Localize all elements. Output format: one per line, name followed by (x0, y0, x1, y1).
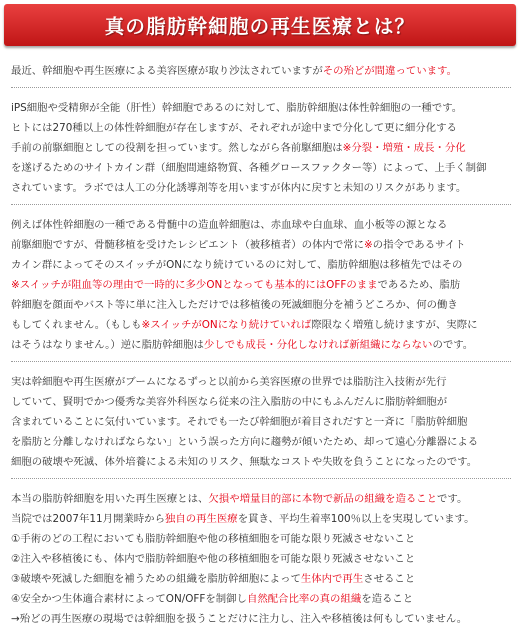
paragraph-text (11, 372, 511, 472)
text-line (11, 412, 511, 432)
body-text: を脂肪と分離しなければならない」という誤った方向に趨勢が傾いたため、却って遠心分離器による (11, 436, 479, 448)
text-line (11, 489, 511, 509)
text-line (11, 178, 511, 198)
body-text: を貫き、平均生着率100％以上を実現しています。 (237, 513, 475, 525)
paragraph (11, 211, 511, 362)
body-text: 本当の脂肪幹細胞を用いた再生医療とは、 (11, 493, 209, 505)
body-text: ヒトには270種以上の体性幹細胞が存在しますが、それぞれが途中まで分化して更に細分化する (11, 122, 457, 134)
body-text: の指令であるサイト (372, 239, 466, 251)
highlight-text: ※分裂・増殖・成長・分化 (342, 142, 466, 154)
body-text: カイン群によってそのスイッチがONになり続けているのに対して、脂肪幹細胞は移植先ではその (11, 259, 463, 271)
paragraph-text (11, 215, 511, 355)
body-text: ③破壊や死滅した細胞を補うための組織を脂肪幹細胞によって (11, 573, 301, 585)
highlight-text: その殆どが間違っています。 (322, 65, 457, 77)
body-text: させること (363, 573, 416, 585)
highlight-text: 基本的にはOFFのまま (274, 279, 378, 291)
body-text: を造ること (361, 593, 414, 605)
text-line (11, 609, 511, 629)
text-line (11, 392, 511, 412)
text-line (11, 315, 511, 335)
text-line (11, 509, 511, 529)
body-text: されています。ラボでは人工の分化誘導剤等を用いますが体内に戻すと未知のリスクがあります。 (11, 182, 467, 194)
text-line (11, 452, 511, 472)
body-text: もしてくれません。（もしも (11, 319, 142, 331)
highlight-text: ※スイッチがONになり続けていれば (141, 319, 312, 331)
paragraph-text (11, 98, 511, 198)
text-line (11, 275, 511, 295)
body-text: 幹細胞を顔面やバスト等に単に注入しただけでは移植後の死滅細胞分を補うどころか、何の働き (11, 299, 458, 311)
paragraph-text (11, 61, 511, 81)
body-text: 手前の前駆細胞としての役割を担っています。然しながら各前駆細胞は (11, 142, 343, 154)
text-line (11, 98, 511, 118)
highlight-text: ※スイッチが阻血等の理由で一時的に多少ONとなっても (11, 279, 275, 291)
text-line (11, 432, 511, 452)
paragraph (11, 368, 511, 479)
text-line (11, 255, 511, 275)
text-line (11, 335, 511, 355)
body-text: を遂げるためのサイトカイン群（細胞間連絡物質、各種グロースファクター等）によって、上手く制御 (11, 162, 487, 174)
body-text: であるため、脂肪 (377, 279, 461, 291)
text-line (11, 529, 511, 549)
body-text: 細胞の破壊や死滅、体外培養による未知のリスク、無駄なコストや失敗を負うことになったのです。 (11, 456, 478, 468)
highlight-text: ※ (364, 239, 373, 251)
body-text: 最近、幹細胞や再生医療による美容医療が取り沙汰されていますが (11, 65, 323, 77)
body-text: 当院では2007年11月開業時から (11, 513, 165, 525)
body-text: ④安全かつ生体適合素材によってON/OFFを制御し (11, 593, 247, 605)
highlight-text: 生体内で再生 (300, 573, 364, 585)
text-line (11, 589, 511, 609)
page-title: 真の脂肪幹細胞の再生医療とは？ (104, 15, 416, 38)
body-text: です。 (437, 493, 468, 505)
body-text: ②注入や移植後にも、体内で脂肪幹細胞や他の移植細胞を可能な限り死滅させないこと (11, 553, 416, 565)
text-line (11, 138, 511, 158)
body-text: 前駆細胞ですが、骨髄移植を受けたレシピエント（被移植者）の体内で常に (11, 239, 365, 251)
body-text: のです。 (432, 339, 474, 351)
highlight-text: 少しでも成長・分化しなければ新組織にならない (203, 339, 433, 351)
title-banner (4, 4, 516, 46)
body-text: iPS細胞や受精卵が全能（肝性）幹細胞であるのに対して、脂肪幹細胞は体性幹細胞の一種です。 (11, 102, 463, 114)
body-text: 含まれていることに気付いています。それでも一たび幹細胞が着目されだすと一斉に「脂肪幹細胞 (11, 416, 468, 428)
body-text: 際限なく増殖し続けますが、実際に (311, 319, 478, 331)
paragraph-text (11, 489, 511, 629)
text-line (11, 372, 511, 392)
paragraph (11, 485, 511, 635)
body-text: ①手術のどの工程においても脂肪幹細胞や他の移植細胞を可能な限り死滅させないこと (11, 533, 416, 545)
body-text: はそうはなりません。）逆に脂肪幹細胞は (11, 339, 204, 351)
text-line (11, 61, 511, 81)
text-line (11, 235, 511, 255)
highlight-text: 自然配合比率の真の組織 (246, 593, 362, 605)
text-line (11, 295, 511, 315)
body-text: →殆どの再生医療の現場では幹細胞を扱うことだけに注力し、注入や移植後は何もしていません。 (11, 613, 468, 625)
text-line (11, 158, 511, 178)
paragraph (11, 57, 511, 88)
highlight-text: 独自の再生医療 (164, 513, 238, 525)
highlight-text: 欠損や増量目的部に本物で新品の組織を造ること (208, 493, 438, 505)
body-text: 実は幹細胞や再生医療がブームになるずっと以前から美容医療の世界では脂肪注入技術が先行 (11, 376, 447, 388)
article-body (0, 46, 520, 635)
text-line (11, 549, 511, 569)
paragraph (11, 94, 511, 205)
text-line (11, 118, 511, 138)
text-line (11, 569, 511, 589)
body-text: していて、賢明でかつ優秀な美容外科医なら従来の注入脂肪の中にもふんだんに脂肪幹細胞が (11, 396, 448, 408)
text-line (11, 215, 511, 235)
body-text: 例えば体性幹細胞の一種である骨髄中の造血幹細胞は、赤血球や白血球、血小板等の源となる (11, 219, 448, 231)
